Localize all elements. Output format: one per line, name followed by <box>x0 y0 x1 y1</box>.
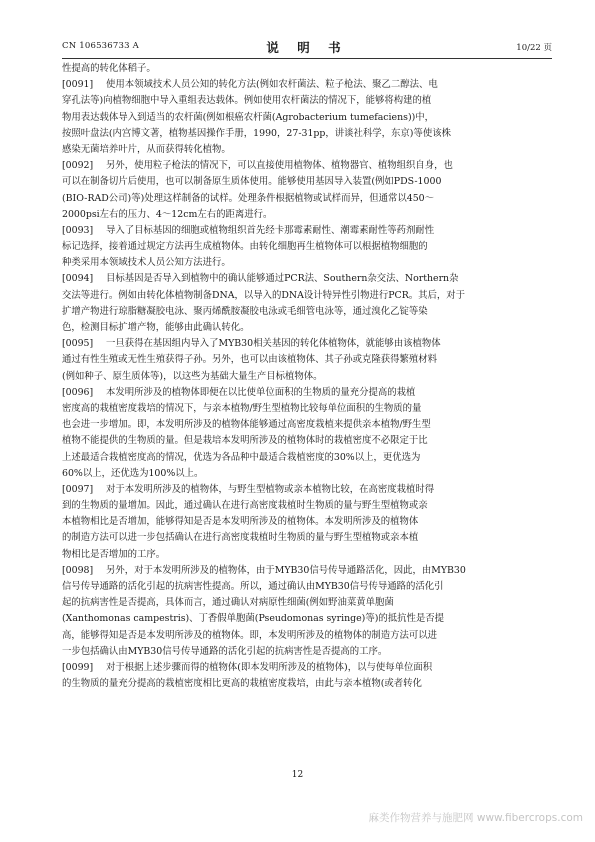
text-line <box>62 401 554 417</box>
line-text: 扩增产物进行琼脂糖凝胶电泳、聚丙烯酰胺凝胶电泳或毛细管电泳等，通过溴化乙锭等染 <box>62 305 428 317</box>
line-text: (BIO-RAD公司)等)处理这样制备的试样。处理条件根据植物或试样而异，但通常以450～ <box>62 192 435 204</box>
text-line <box>62 514 554 530</box>
line-text: 通过有性生殖或无性生殖获得子孙。另外，也可以由该植物体、其子孙或克隆获得繁殖材料 <box>62 354 438 366</box>
paragraph-number: [0095] <box>62 338 94 350</box>
line-text: 上述最适合栽植密度高的情况，优选为各品种中最适合栽植密度的30%以上，更优选为 <box>62 451 421 463</box>
text-line <box>62 110 554 126</box>
text-line <box>62 352 554 368</box>
text-line <box>62 433 554 449</box>
paragraph-number: [0093] <box>62 224 94 236</box>
text-line <box>62 191 554 207</box>
line-text: 的生物质的量充分提高的栽植密度相比更高的栽植密度栽培，由此与亲本植物(或者转化 <box>62 678 422 690</box>
line-text: 对于根据上述步骤而得的植物体(即本发明所涉及的植物体)，以与使每单位面积 <box>106 661 433 673</box>
line-text: 使用本领域技术人员公知的转化方法(例如农杆菌法、粒子枪法、聚乙二醇法、电 <box>106 79 438 91</box>
line-text: 物相比是否增加的工序。 <box>62 548 166 560</box>
line-text: 感染无菌培养叶片，从而获得转化植物。 <box>62 143 231 155</box>
text-line <box>62 450 554 466</box>
line-text: (Xanthomonas campestris)、丁香假单胞菌(Pseudomonas syringe)等)的抵抗性是否提 <box>62 613 444 625</box>
text-line <box>62 77 554 93</box>
text-line <box>62 628 554 644</box>
paragraph-number: [0091] <box>62 79 94 91</box>
text-line <box>62 385 554 401</box>
text-line <box>62 288 554 304</box>
line-text: 2000psi左右的压力、4～12cm左右的距离进行。 <box>62 208 273 220</box>
text-line <box>62 223 554 239</box>
text-line <box>62 93 554 109</box>
line-text: 一步包括确认由MYB30信号传导通路的活化引起的抗病害性是否提高的工序。 <box>62 645 388 657</box>
paragraph-number: [0098] <box>62 564 94 576</box>
page-number: 12 <box>291 770 304 780</box>
line-text: 穿孔法等)向植物细胞中导入重组表达载体。例如使用农杆菌法的情况下，能够将构建的植 <box>62 95 432 107</box>
paragraph-number: [0096] <box>62 386 94 398</box>
text-line <box>62 660 554 676</box>
line-text: 本植物相比是否增加，能够得知是否是本发明所涉及的植物体。本发明所涉及的植物体 <box>62 516 419 528</box>
text-line <box>62 239 554 255</box>
text-line <box>62 320 554 336</box>
paragraph-number: [0097] <box>62 483 94 495</box>
line-text: 另外，使用粒子枪法的情况下，可以直接使用植物体、植物器官、植物组织自身，也 <box>106 160 453 172</box>
header-divider <box>62 58 552 59</box>
line-text: 也会进一步增加。即，本发明所涉及的植物体能够通过高密度栽植来提供亲本植物/野生型 <box>62 419 431 431</box>
document-body <box>62 61 554 692</box>
line-text: 60%以上，还优选为100%以上。 <box>62 467 204 479</box>
text-line <box>62 271 554 287</box>
text-line <box>62 482 554 498</box>
text-line <box>62 466 554 482</box>
line-text: 一旦获得在基因组内导入了MYB30相关基因的转化体植物体，就能够由该植物体 <box>106 338 441 350</box>
text-line <box>62 304 554 320</box>
text-line <box>62 563 554 579</box>
line-text: 到的生物质的量增加。因此，通过确认在进行高密度栽植时生物质的量与野生型植物或亲 <box>62 500 428 512</box>
line-text: 性提高的转化体稻子。 <box>62 63 156 74</box>
line-text: 高，能够得知是否是本发明所涉及的植物体。即，本发明所涉及的植物体的制造方法可以进 <box>62 629 438 641</box>
text-line <box>62 336 554 352</box>
text-line <box>62 498 554 514</box>
text-line <box>62 595 554 611</box>
page-header <box>62 38 552 56</box>
line-text: 导入了目标基因的细胞或植物组织首先经卡那霉素耐性、潮霉素耐性等药剂耐性 <box>106 224 435 236</box>
line-text: 色，检测目标扩增产物，能够由此确认转化。 <box>62 322 250 333</box>
text-line <box>62 61 554 77</box>
text-line <box>62 579 554 595</box>
line-text: 对于本发明所涉及的植物体，与野生型植物或亲本植物比较，在高密度栽植时得 <box>106 483 435 495</box>
line-text: 信号传导通路的活化引起的抗病害性提高。所以，通过确认由MYB30信号传导通路的活化引 <box>62 581 444 592</box>
line-text: 本发明所涉及的植物体即便在以比使单位面积的生物质的量充分提高的栽植 <box>106 386 416 398</box>
line-text: 的制造方法可以进一步包括确认在进行高密度栽植时生物质的量与野生型植物或亲本植 <box>62 532 419 544</box>
text-line <box>62 126 554 142</box>
paragraph-number: [0094] <box>62 273 94 285</box>
line-text: 标记选择，接着通过规定方法再生成植物体。由转化细胞再生植物体可以根据植物细胞的 <box>62 241 428 253</box>
text-line <box>62 142 554 158</box>
publication-number: CN 106536733 A <box>62 41 139 51</box>
line-text: 植物不能提供的生物质的量。但是栽培本发明所涉及的植物体时的栽植密度不必限定于比 <box>62 435 428 447</box>
line-text: 密度高的栽植密度栽培的情况下，与亲本植物/野生型植物比较每单位面积的生物质的量 <box>62 402 422 414</box>
line-text: 物用表达载体导入到适当的农杆菌(例如根癌农杆菌(Agrobacterium tumefaciens))中， <box>62 111 435 123</box>
text-line <box>62 530 554 546</box>
document-type-title: 说 明 书 <box>266 40 348 55</box>
line-text: 可以在制备切片后使用，也可以制备原生质体使用。能够使用基因导入装置(例如PDS-1000 <box>62 176 442 188</box>
line-text: 另外，对于本发明所涉及的植物体，由于MYB30信号传导通路活化，因此，由MYB30 <box>106 564 466 576</box>
line-text: 种类采用本领域技术人员公知方法进行。 <box>62 257 231 269</box>
text-line <box>62 158 554 174</box>
text-line <box>62 207 554 223</box>
text-line <box>62 174 554 190</box>
text-line <box>62 644 554 660</box>
page-of-total: 10/22 页 <box>516 43 552 53</box>
text-line <box>62 417 554 433</box>
line-text: 目标基因是否导入到植物中的确认能够通过PCR法、Southern杂交法、Northern杂 <box>106 273 459 285</box>
paragraph-number: [0092] <box>62 160 94 172</box>
text-line <box>62 611 554 627</box>
watermark: 麻类作物营养与施肥网 www.fibercrops.com <box>368 812 583 824</box>
line-text: (例如种子、原生质体等)，以这些为基础大量生产目标植物体。 <box>62 370 323 382</box>
line-text: 交法等进行。例如由转化体植物制备DNA，以导入的DNA设计特异性引物进行PCR。其后，对于 <box>62 289 466 301</box>
text-line <box>62 547 554 563</box>
line-text: 按照叶盘法(内宫博文著，植物基因操作手册，1990，27-31pp，讲谈社科学，东京)等使该株 <box>62 127 451 139</box>
text-line <box>62 676 554 692</box>
text-line <box>62 369 554 385</box>
text-line <box>62 255 554 271</box>
paragraph-number: [0099] <box>62 661 94 673</box>
line-text: 起的抗病害性是否提高，具体而言，通过确认对病原性细菌(例如野油菜黄单胞菌 <box>62 597 394 609</box>
